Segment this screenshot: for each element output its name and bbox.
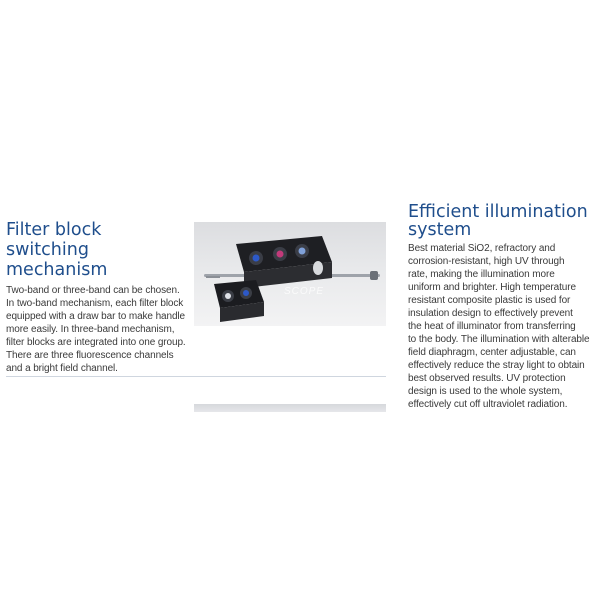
text-line: insulation design to effectively prevent: [408, 308, 573, 319]
text-line: resistant composite plastic is used for: [408, 295, 571, 306]
text-line: In two-band mechanism, each filter block: [6, 298, 184, 309]
illumination-section: [408, 203, 596, 411]
heading-line: system: [408, 220, 472, 240]
filter-block-description: [6, 284, 186, 375]
text-line: field diaphragm, center adjustable, can: [408, 347, 576, 358]
text-line: effectively cut off ultraviolet radiation.: [408, 399, 568, 410]
heading-line: Filter block switching: [6, 220, 102, 260]
text-line: rate, making the illumination more: [408, 269, 555, 280]
watermark: SCOPE: [284, 286, 325, 297]
text-line: more easily. In three-band mechanism,: [6, 324, 175, 335]
three-band-block: [236, 236, 332, 288]
filter-block-section: [6, 220, 186, 375]
text-line: equipped with a draw bar to make handle: [6, 311, 185, 322]
text-line: to the body. The illumination with alterable: [408, 334, 590, 345]
draw-bar-knob: [370, 271, 378, 280]
filter-block-photo: [194, 222, 386, 326]
text-line: best observed results. UV protection: [408, 373, 566, 384]
filter-block-slider-image: [194, 222, 386, 326]
text-line: Best material SiO2, refractory and: [408, 243, 556, 254]
heading-line: mechanism: [6, 260, 108, 280]
heading-line: Efficient illumination: [408, 202, 588, 222]
text-line: and a bright field channel.: [6, 363, 118, 374]
illumination-heading: [408, 203, 596, 239]
text-line: filter blocks are integrated into one group.: [6, 337, 186, 348]
filter-block-heading: [6, 220, 186, 280]
text-line: design is used to the whole system,: [408, 386, 563, 397]
text-line: effectively reduce the stray light to obtain: [408, 360, 585, 371]
text-line: the heat of illuminator from transferring: [408, 321, 576, 332]
text-line: uniform and brighter. High temperature: [408, 282, 576, 293]
photo-strip: [194, 404, 386, 412]
text-line: There are three fluorescence channels: [6, 350, 174, 361]
section-divider: [6, 376, 386, 377]
two-band-block: [214, 280, 264, 322]
text-line: Two-band or three-band can be chosen.: [6, 285, 180, 296]
text-line: corrosion-resistant, high UV through: [408, 256, 565, 267]
illumination-description: [408, 242, 596, 411]
